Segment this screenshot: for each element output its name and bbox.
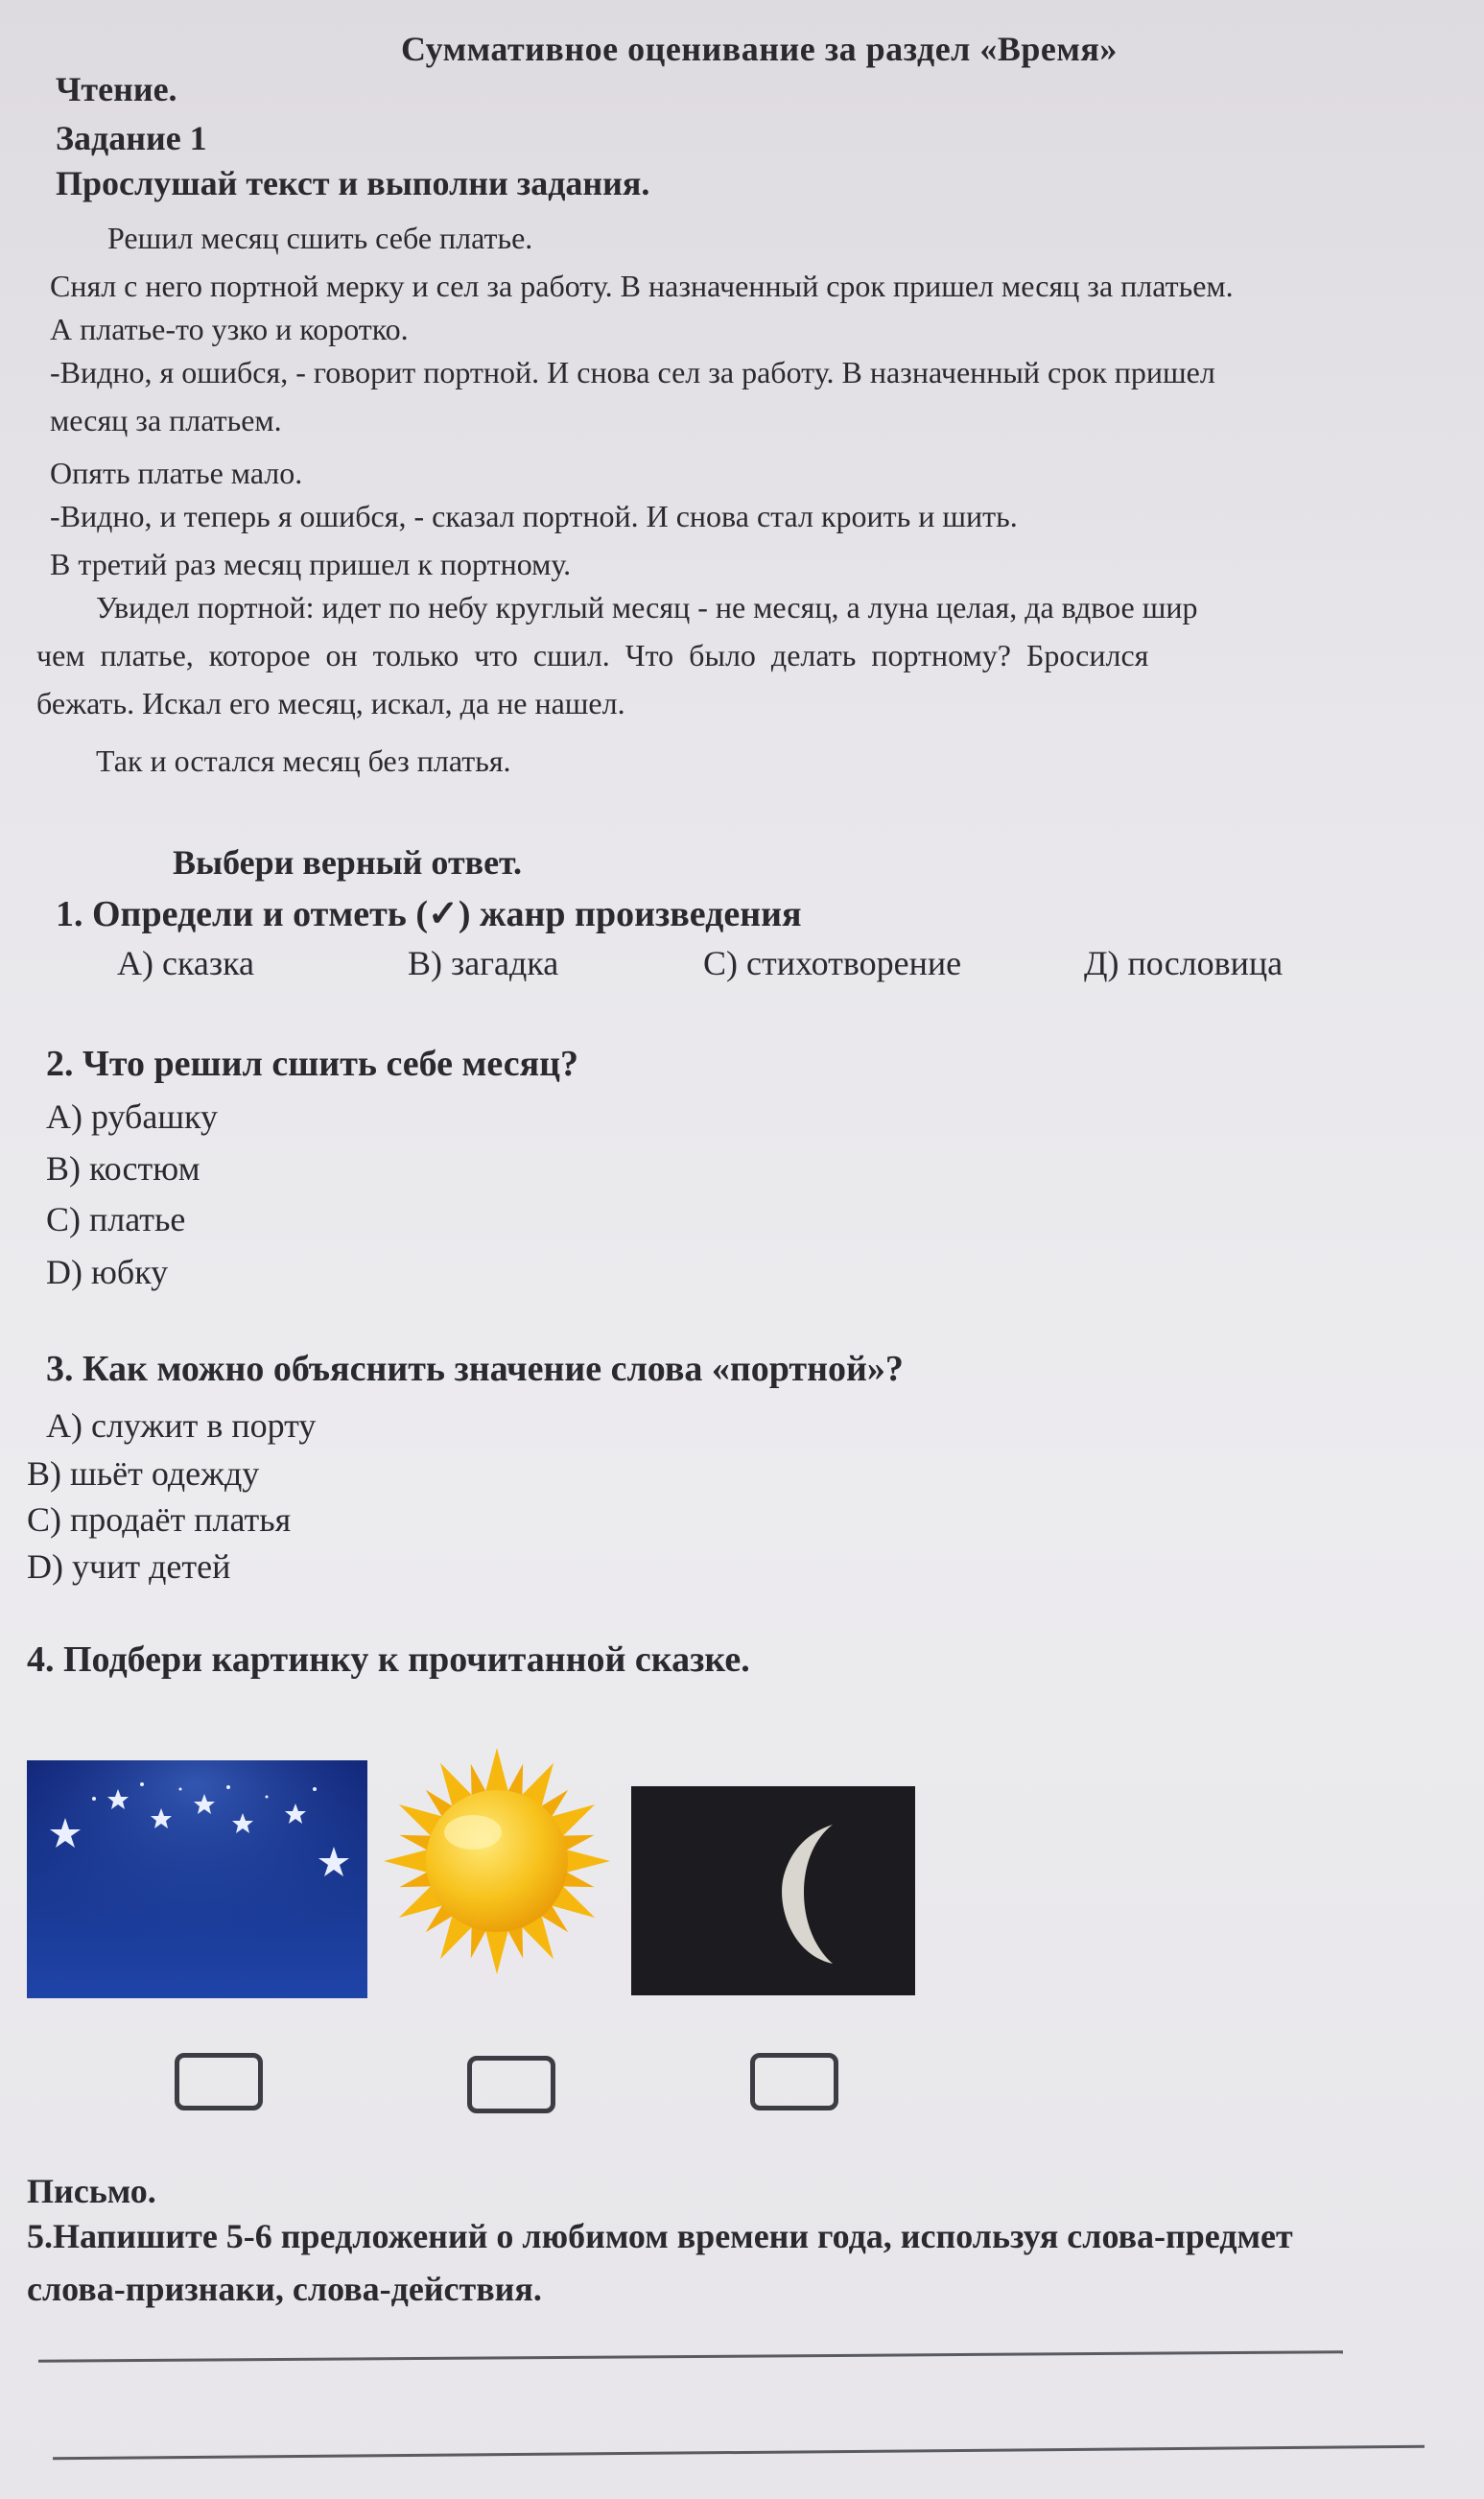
answer-line[interactable] [53, 2445, 1425, 2460]
checkbox-sun[interactable] [467, 2056, 555, 2113]
story-line: Решил месяц сшить себе платье. [107, 221, 533, 255]
story-line: А платье-то узко и коротко. [50, 312, 409, 346]
q2-option-d[interactable]: D) юбку [46, 1253, 169, 1291]
q3-option-a[interactable]: A) служит в порту [46, 1406, 317, 1445]
question-4: 4. Подбери картинку к прочитанной сказке. [27, 1639, 750, 1680]
choose-answer-heading: Выбери верный ответ. [173, 843, 523, 882]
story-line: Опять платье мало. [50, 456, 303, 490]
story-line: бежать. Искал его месяц, искал, да не нашел. [36, 686, 625, 720]
q2-option-a[interactable]: A) рубашку [46, 1097, 219, 1136]
sun-icon [377, 1741, 617, 1981]
starry-sky-picture[interactable] [27, 1760, 367, 1998]
checkbox-moon[interactable] [750, 2053, 838, 2110]
stars-icon [27, 1760, 367, 1998]
story-line: -Видно, и теперь я ошибся, - сказал портной. И снова стал кроить и шить. [50, 499, 1018, 533]
q1-option-a[interactable]: A) сказка [117, 944, 255, 982]
sun-picture[interactable] [377, 1741, 617, 1981]
q1-option-d[interactable]: Д) пословица [1084, 944, 1284, 982]
story-line: месяц за платьем. [50, 403, 282, 437]
question-5: 5.Напишите 5-6 предложений о любимом времени года, используя слова-предмет [27, 2217, 1293, 2255]
instruction: Прослушай текст и выполни задания. [56, 164, 650, 202]
question-2: 2. Что решил сшить себе месяц? [46, 1044, 579, 1084]
section-reading: Чтение. [56, 70, 177, 108]
checkbox-starry-sky[interactable] [175, 2053, 263, 2110]
q1-option-b[interactable]: B) загадка [408, 944, 559, 982]
story-line: Снял с него портной мерку и сел за работу. В назначенный срок пришел месяц за платьем. [50, 269, 1234, 303]
story-line: Увидел портной: идет по небу круглый месяц - не месяц, а луна целая, да вдвое шир [96, 590, 1198, 625]
crescent-moon-icon [631, 1786, 915, 1995]
question-5-continued: слова-признаки, слова-действия. [27, 2270, 542, 2308]
answer-line[interactable] [38, 2350, 1343, 2362]
worksheet-title: Суммативное оценивание за раздел «Время» [401, 30, 1118, 68]
task-label: Задание 1 [56, 119, 207, 157]
q1-option-c[interactable]: C) стихотворение [703, 944, 962, 982]
question-1: 1. Определи и отметь (✓) жанр произведения [56, 894, 802, 934]
story-line: Так и остался месяц без платья. [96, 743, 511, 778]
q2-option-c[interactable]: C) платье [46, 1200, 186, 1238]
story-line: чем платье, которое он только что сшил. Что было делать портному? Бросился [36, 638, 1149, 672]
question-3: 3. Как можно объяснить значение слова «портной»? [46, 1349, 904, 1389]
q3-option-c[interactable]: C) продаёт платья [27, 1500, 292, 1539]
section-writing: Письмо. [27, 2172, 156, 2210]
story-line: -Видно, я ошибся, - говорит портной. И снова сел за работу. В назначенный срок пришел [50, 355, 1215, 389]
story-line: В третий раз месяц пришел к портному. [50, 547, 572, 581]
q3-option-b[interactable]: B) шьёт одежду [27, 1454, 260, 1493]
q2-option-b[interactable]: B) костюм [46, 1149, 200, 1188]
q3-option-d[interactable]: D) учит детей [27, 1547, 231, 1586]
moon-picture[interactable] [631, 1786, 915, 1995]
